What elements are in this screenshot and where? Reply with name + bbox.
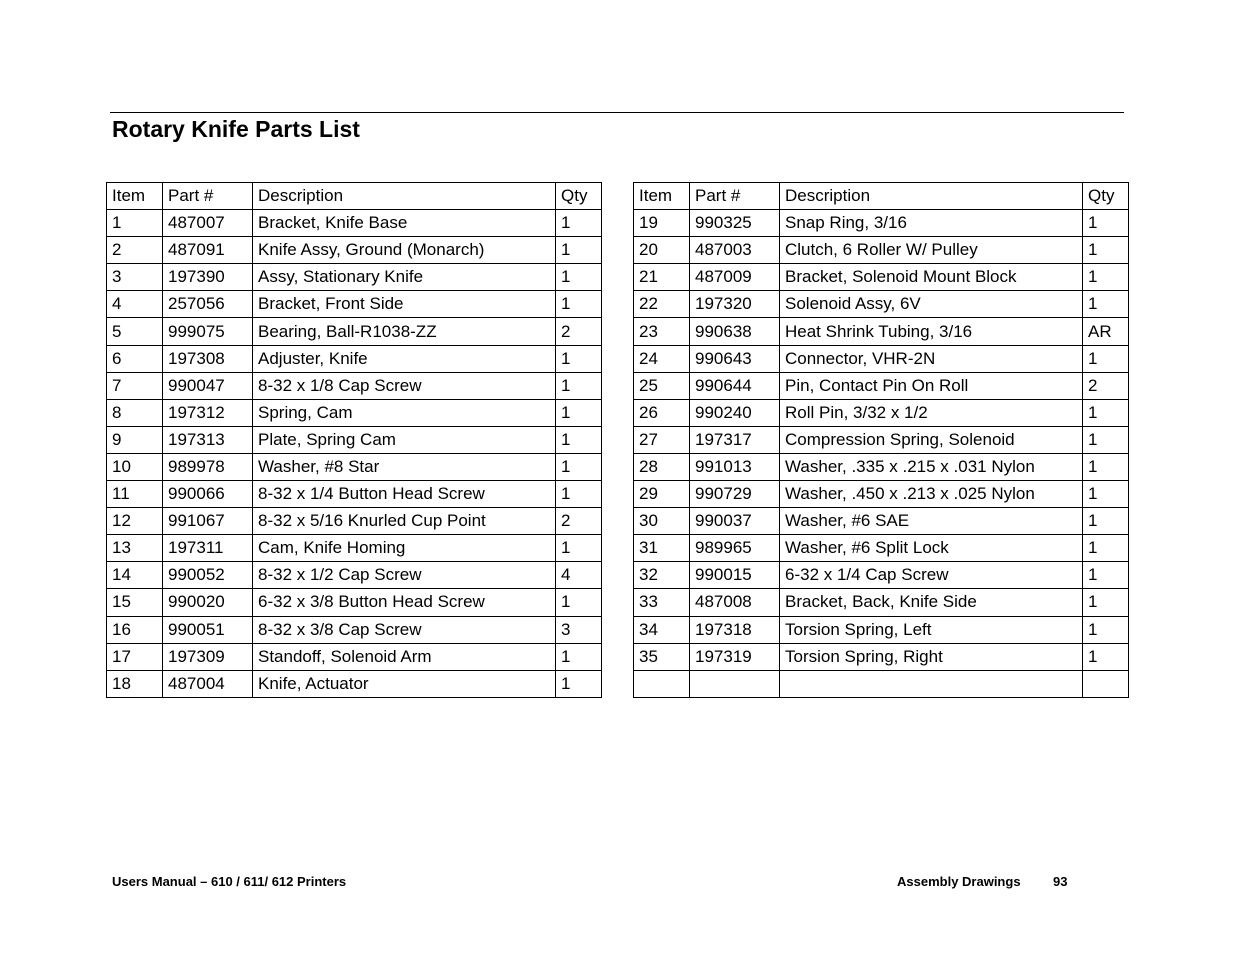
cell-part-number: 990643	[690, 345, 780, 372]
cell-part-number: 990052	[163, 562, 253, 589]
cell-item: 33	[634, 589, 690, 616]
table-row	[107, 508, 602, 535]
cell-part-number: 197312	[163, 399, 253, 426]
cell-part-number: 991013	[690, 453, 780, 480]
table-header-row	[634, 183, 1129, 210]
cell-part-number: 999075	[163, 318, 253, 345]
cell-description: Torsion Spring, Right	[780, 643, 1083, 670]
cell-description: 8-32 x 5/16 Knurled Cup Point	[253, 508, 556, 535]
parts-table-right	[633, 182, 1129, 698]
cell-description: 6-32 x 3/8 Button Head Screw	[253, 589, 556, 616]
cell-description: Washer, #8 Star	[253, 453, 556, 480]
table-row	[634, 589, 1129, 616]
cell-item: 16	[107, 616, 163, 643]
cell-description: Pin, Contact Pin On Roll	[780, 372, 1083, 399]
cell-part-number: 989978	[163, 453, 253, 480]
cell-qty: 1	[556, 237, 602, 264]
cell-part-number: 990240	[690, 399, 780, 426]
cell-description: Spring, Cam	[253, 399, 556, 426]
cell-description: 8-32 x 1/8 Cap Screw	[253, 372, 556, 399]
table-header-row	[107, 183, 602, 210]
cell-part-number: 990644	[690, 372, 780, 399]
cell-part-number: 197318	[690, 616, 780, 643]
cell-qty: 1	[1083, 643, 1129, 670]
table-row	[634, 210, 1129, 237]
table-row	[634, 318, 1129, 345]
cell-qty: 1	[1083, 264, 1129, 291]
cell-item: 6	[107, 345, 163, 372]
cell-qty: 1	[1083, 535, 1129, 562]
cell-qty: 1	[556, 291, 602, 318]
cell-item: 3	[107, 264, 163, 291]
cell-part-number: 487009	[690, 264, 780, 291]
cell-qty: 1	[1083, 291, 1129, 318]
cell-item: 14	[107, 562, 163, 589]
table-row	[634, 291, 1129, 318]
footer-section-title: Assembly Drawings	[897, 874, 1021, 889]
table-row	[634, 643, 1129, 670]
cell-description: Bracket, Solenoid Mount Block	[780, 264, 1083, 291]
cell-description: Solenoid Assy, 6V	[780, 291, 1083, 318]
cell-item: 18	[107, 670, 163, 697]
cell-part-number: 990020	[163, 589, 253, 616]
cell-part-number: 197319	[690, 643, 780, 670]
cell-part-number	[690, 670, 780, 697]
cell-description: Washer, .450 x .213 x .025 Nylon	[780, 481, 1083, 508]
cell-item: 11	[107, 481, 163, 508]
cell-item: 10	[107, 453, 163, 480]
cell-qty: 1	[556, 426, 602, 453]
table-row	[107, 237, 602, 264]
cell-qty: 1	[1083, 453, 1129, 480]
cell-description: 8-32 x 1/2 Cap Screw	[253, 562, 556, 589]
column-header-part-number: Part #	[163, 183, 253, 210]
column-header-item: Item	[634, 183, 690, 210]
cell-part-number: 990066	[163, 481, 253, 508]
cell-item: 13	[107, 535, 163, 562]
title-rule	[110, 112, 1124, 113]
table-row	[107, 291, 602, 318]
table-row	[107, 589, 602, 616]
cell-description: 8-32 x 3/8 Cap Screw	[253, 616, 556, 643]
cell-description: Heat Shrink Tubing, 3/16	[780, 318, 1083, 345]
cell-description: Bearing, Ball-R1038-ZZ	[253, 318, 556, 345]
cell-item: 7	[107, 372, 163, 399]
cell-item: 20	[634, 237, 690, 264]
cell-qty: 1	[556, 264, 602, 291]
table-row	[107, 264, 602, 291]
cell-part-number: 197308	[163, 345, 253, 372]
cell-description: Assy, Stationary Knife	[253, 264, 556, 291]
cell-part-number: 487007	[163, 210, 253, 237]
cell-qty: 1	[556, 345, 602, 372]
cell-item: 9	[107, 426, 163, 453]
table-row	[107, 670, 602, 697]
cell-description: Washer, .335 x .215 x .031 Nylon	[780, 453, 1083, 480]
table-row	[107, 453, 602, 480]
table-row	[107, 426, 602, 453]
cell-qty: 1	[556, 643, 602, 670]
cell-qty: 1	[556, 453, 602, 480]
cell-description	[780, 670, 1083, 697]
cell-part-number: 989965	[690, 535, 780, 562]
table-row	[107, 616, 602, 643]
table-row	[634, 670, 1129, 697]
cell-qty: 1	[1083, 237, 1129, 264]
cell-qty: 1	[556, 670, 602, 697]
cell-qty: 1	[1083, 589, 1129, 616]
cell-description: 8-32 x 1/4 Button Head Screw	[253, 481, 556, 508]
cell-item: 8	[107, 399, 163, 426]
cell-part-number: 990015	[690, 562, 780, 589]
table-row	[107, 372, 602, 399]
table-row	[107, 643, 602, 670]
cell-qty: AR	[1083, 318, 1129, 345]
cell-description: Torsion Spring, Left	[780, 616, 1083, 643]
column-header-qty: Qty	[1083, 183, 1129, 210]
cell-qty: 1	[556, 399, 602, 426]
footer-page-number: 93	[1053, 874, 1068, 889]
cell-description: Cam, Knife Homing	[253, 535, 556, 562]
table-row	[634, 508, 1129, 535]
cell-part-number: 197311	[163, 535, 253, 562]
cell-part-number: 487004	[163, 670, 253, 697]
cell-item: 31	[634, 535, 690, 562]
cell-part-number: 990037	[690, 508, 780, 535]
cell-qty: 2	[556, 318, 602, 345]
cell-qty: 1	[556, 481, 602, 508]
cell-item: 29	[634, 481, 690, 508]
table-row	[634, 535, 1129, 562]
cell-qty: 1	[556, 372, 602, 399]
cell-description: Adjuster, Knife	[253, 345, 556, 372]
cell-qty: 1	[1083, 562, 1129, 589]
cell-qty	[1083, 670, 1129, 697]
cell-item: 19	[634, 210, 690, 237]
table-row	[634, 345, 1129, 372]
cell-item: 24	[634, 345, 690, 372]
table-row	[634, 426, 1129, 453]
cell-description: Roll Pin, 3/32 x 1/2	[780, 399, 1083, 426]
table-row	[107, 318, 602, 345]
cell-item: 30	[634, 508, 690, 535]
table-row	[634, 399, 1129, 426]
cell-description: Washer, #6 Split Lock	[780, 535, 1083, 562]
table-row	[107, 481, 602, 508]
column-header-description: Description	[253, 183, 556, 210]
cell-qty: 4	[556, 562, 602, 589]
cell-item: 17	[107, 643, 163, 670]
table-row	[107, 562, 602, 589]
cell-item: 27	[634, 426, 690, 453]
cell-part-number: 991067	[163, 508, 253, 535]
cell-item: 2	[107, 237, 163, 264]
cell-item: 21	[634, 264, 690, 291]
cell-qty: 1	[556, 589, 602, 616]
cell-qty: 1	[1083, 426, 1129, 453]
table-row	[634, 453, 1129, 480]
cell-part-number: 197390	[163, 264, 253, 291]
table-row	[107, 535, 602, 562]
table-row	[634, 264, 1129, 291]
cell-qty: 1	[1083, 481, 1129, 508]
cell-part-number: 487091	[163, 237, 253, 264]
cell-description: Knife, Actuator	[253, 670, 556, 697]
table-row	[107, 399, 602, 426]
cell-part-number: 990047	[163, 372, 253, 399]
cell-qty: 1	[556, 535, 602, 562]
cell-part-number: 197309	[163, 643, 253, 670]
cell-part-number: 257056	[163, 291, 253, 318]
cell-item: 34	[634, 616, 690, 643]
cell-description: Compression Spring, Solenoid	[780, 426, 1083, 453]
cell-description: Bracket, Front Side	[253, 291, 556, 318]
cell-part-number: 990729	[690, 481, 780, 508]
cell-description: Knife Assy, Ground (Monarch)	[253, 237, 556, 264]
column-header-qty: Qty	[556, 183, 602, 210]
cell-item: 1	[107, 210, 163, 237]
cell-item: 25	[634, 372, 690, 399]
cell-description: Connector, VHR-2N	[780, 345, 1083, 372]
cell-qty: 3	[556, 616, 602, 643]
cell-item: 12	[107, 508, 163, 535]
cell-qty: 1	[1083, 508, 1129, 535]
cell-item: 4	[107, 291, 163, 318]
cell-description: 6-32 x 1/4 Cap Screw	[780, 562, 1083, 589]
cell-part-number: 197313	[163, 426, 253, 453]
table-row	[634, 616, 1129, 643]
cell-qty: 2	[1083, 372, 1129, 399]
cell-item: 5	[107, 318, 163, 345]
footer-manual-title: Users Manual – 610 / 611/ 612 Printers	[112, 874, 347, 889]
table-row	[634, 562, 1129, 589]
cell-part-number: 990638	[690, 318, 780, 345]
column-header-description: Description	[780, 183, 1083, 210]
cell-item: 15	[107, 589, 163, 616]
column-header-part-number: Part #	[690, 183, 780, 210]
cell-qty: 1	[1083, 616, 1129, 643]
table-row	[634, 372, 1129, 399]
cell-part-number: 197317	[690, 426, 780, 453]
column-header-item: Item	[107, 183, 163, 210]
cell-item	[634, 670, 690, 697]
cell-qty: 1	[556, 210, 602, 237]
table-row	[634, 481, 1129, 508]
cell-item: 35	[634, 643, 690, 670]
page-title: Rotary Knife Parts List	[112, 116, 360, 142]
cell-description: Snap Ring, 3/16	[780, 210, 1083, 237]
cell-item: 26	[634, 399, 690, 426]
cell-qty: 1	[1083, 345, 1129, 372]
cell-description: Standoff, Solenoid Arm	[253, 643, 556, 670]
cell-part-number: 487008	[690, 589, 780, 616]
cell-part-number: 990051	[163, 616, 253, 643]
cell-description: Plate, Spring Cam	[253, 426, 556, 453]
parts-table-left	[106, 182, 602, 698]
cell-item: 23	[634, 318, 690, 345]
cell-qty: 2	[556, 508, 602, 535]
cell-qty: 1	[1083, 210, 1129, 237]
cell-description: Bracket, Knife Base	[253, 210, 556, 237]
cell-description: Bracket, Back, Knife Side	[780, 589, 1083, 616]
cell-item: 22	[634, 291, 690, 318]
table-row	[107, 210, 602, 237]
cell-qty: 1	[1083, 399, 1129, 426]
table-row	[634, 237, 1129, 264]
cell-item: 32	[634, 562, 690, 589]
cell-part-number: 197320	[690, 291, 780, 318]
cell-item: 28	[634, 453, 690, 480]
table-row	[107, 345, 602, 372]
cell-description: Washer, #6 SAE	[780, 508, 1083, 535]
cell-description: Clutch, 6 Roller W/ Pulley	[780, 237, 1083, 264]
cell-part-number: 990325	[690, 210, 780, 237]
cell-part-number: 487003	[690, 237, 780, 264]
